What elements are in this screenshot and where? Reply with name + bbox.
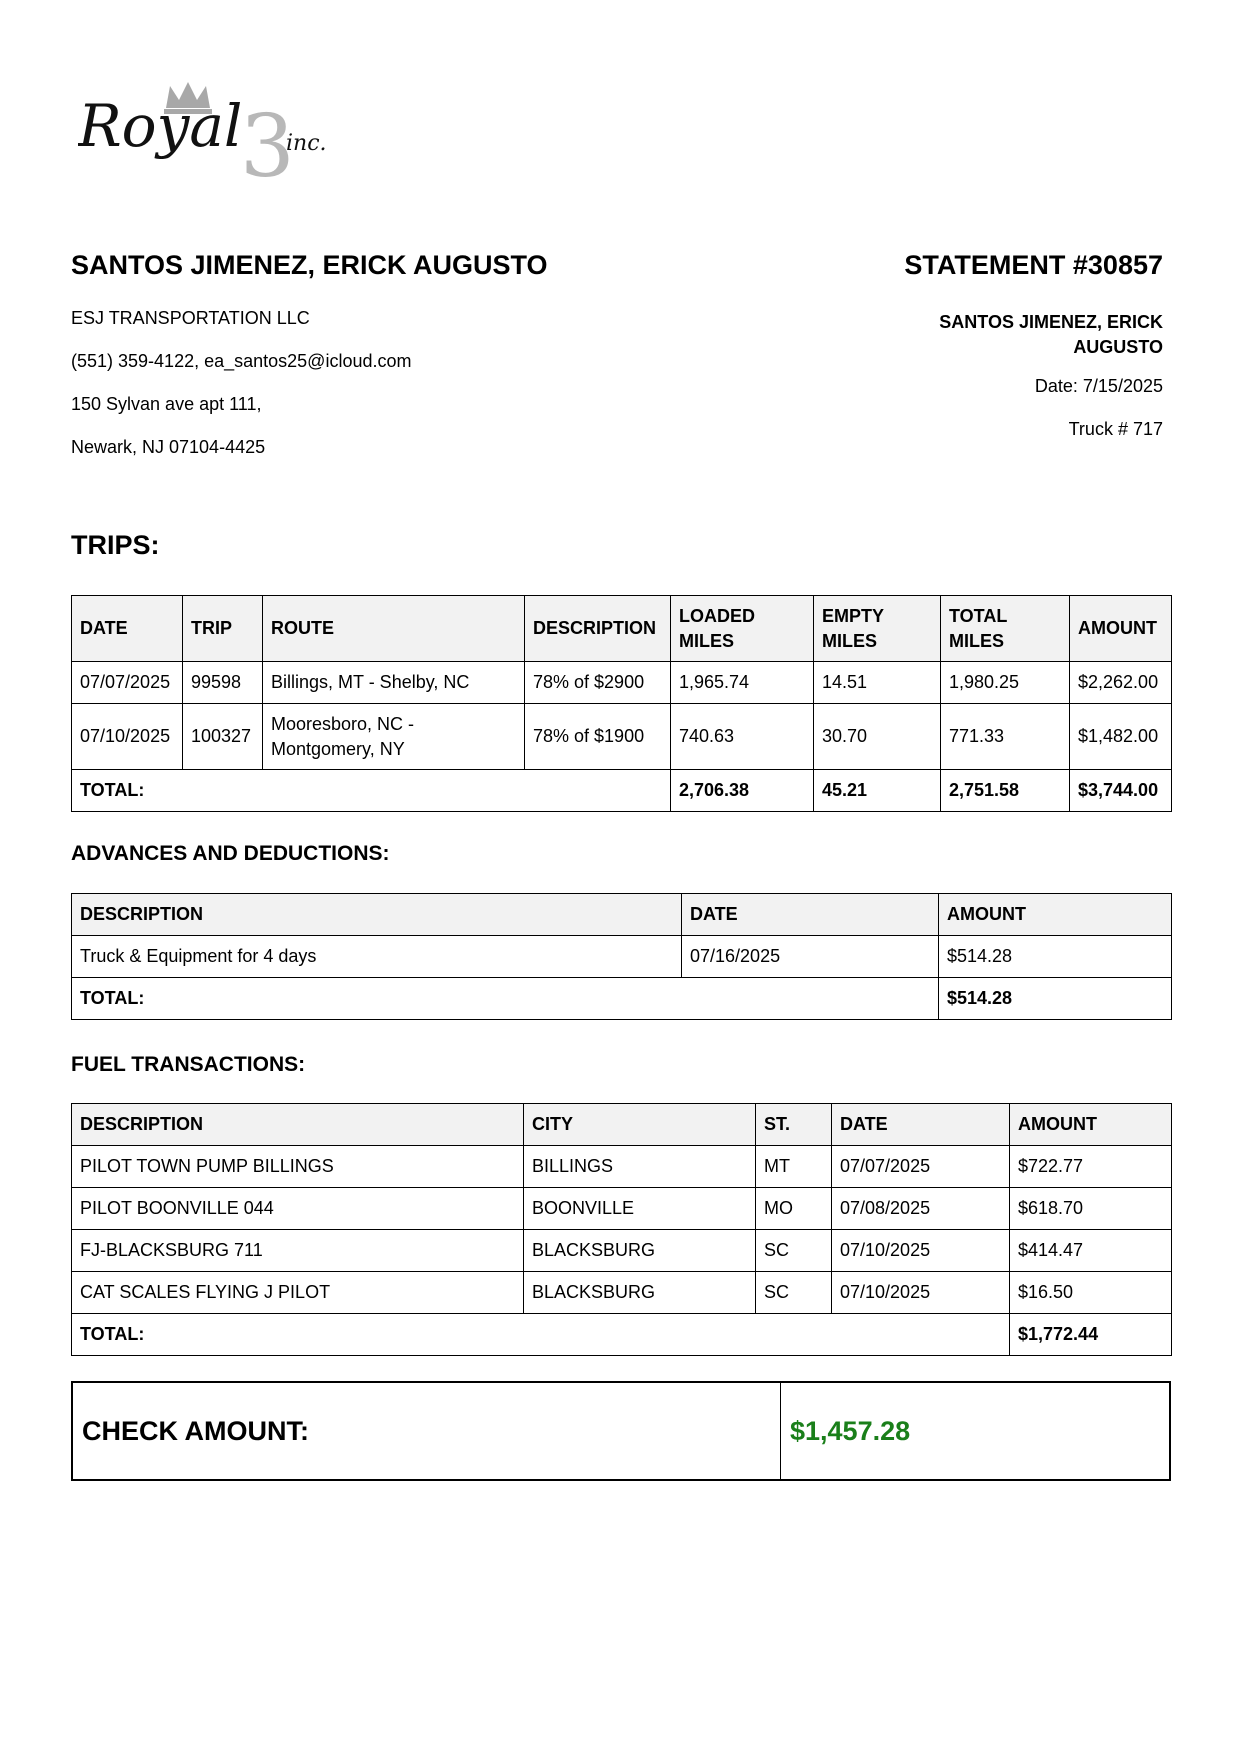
col-amount: AMOUNT	[1010, 1104, 1172, 1146]
check-amount-value: $1,457.28	[790, 1415, 911, 1446]
fuel-amount: $722.77	[1010, 1146, 1172, 1188]
advances-total-row	[72, 978, 1172, 1020]
advances-table	[71, 893, 1172, 1020]
table-row	[72, 1230, 1172, 1272]
col-description: DESCRIPTION	[525, 596, 671, 662]
right-driver-name: SANTOS JIMENEZ, ERICK AUGUSTO	[939, 312, 1163, 357]
fuel-description: CAT SCALES FLYING J PILOT	[72, 1272, 524, 1314]
table-row	[72, 1146, 1172, 1188]
company-name: ESJ TRANSPORTATION LLC	[71, 308, 310, 328]
table-row	[72, 704, 1172, 770]
advances-total-label: TOTAL:	[72, 978, 939, 1020]
trip-total: 1,980.25	[941, 662, 1070, 704]
col-city: CITY	[524, 1104, 756, 1146]
fuel-state: MO	[756, 1188, 832, 1230]
statement-date: Date: 7/15/2025	[1034, 376, 1163, 396]
trip-number: 99598	[183, 662, 263, 704]
table-row	[72, 936, 1172, 978]
trip-description: 78% of $1900	[525, 704, 671, 770]
col-trip: TRIP	[183, 596, 263, 662]
trip-route: Billings, MT - Shelby, NC	[263, 662, 525, 704]
fuel-title: FUEL TRANSACTIONS:	[71, 1053, 306, 1076]
col-amount: AMOUNT	[939, 894, 1172, 936]
address-line-2: Newark, NJ 07104-4425	[71, 437, 266, 457]
trips-table	[71, 595, 1172, 812]
fuel-description: PILOT BOONVILLE 044	[72, 1188, 524, 1230]
logo-numeral: 3	[240, 97, 295, 188]
driver-name: SANTOS JIMENEZ, ERICK AUGUSTO	[71, 250, 548, 280]
fuel-date: 07/08/2025	[832, 1188, 1010, 1230]
fuel-amount: $414.47	[1010, 1230, 1172, 1272]
trip-date: 07/07/2025	[72, 662, 183, 704]
contact-info: (551) 359-4122, ea_santos25@icloud.com	[71, 351, 412, 371]
trip-route: Mooresboro, NC - Montgomery, NY	[263, 704, 525, 770]
col-date: DATE	[72, 596, 183, 662]
trip-loaded: 1,965.74	[671, 662, 814, 704]
check-amount-box	[71, 1381, 1171, 1481]
advance-description: Truck & Equipment for 4 days	[72, 936, 682, 978]
trips-title: TRIPS:	[71, 530, 160, 560]
trip-loaded: 740.63	[671, 704, 814, 770]
fuel-total-row	[72, 1314, 1172, 1356]
fuel-city: BOONVILLE	[524, 1188, 756, 1230]
logo-suffix: inc.	[286, 131, 327, 156]
table-row	[72, 1272, 1172, 1314]
advance-date: 07/16/2025	[682, 936, 939, 978]
col-amount: AMOUNT	[1070, 596, 1172, 662]
truck-number: Truck # 717	[1068, 419, 1163, 439]
fuel-table	[71, 1103, 1172, 1356]
fuel-description: FJ-BLACKSBURG 711	[72, 1230, 524, 1272]
col-empty-miles: EMPTY MILES	[814, 596, 941, 662]
company-logo	[78, 78, 378, 188]
advances-total-amount: $514.28	[939, 978, 1172, 1020]
trips-total-loaded: 2,706.38	[671, 770, 814, 812]
fuel-total-amount: $1,772.44	[1010, 1314, 1172, 1356]
fuel-date: 07/07/2025	[832, 1146, 1010, 1188]
trip-amount: $1,482.00	[1070, 704, 1172, 770]
fuel-amount: $618.70	[1010, 1188, 1172, 1230]
fuel-total-label: TOTAL:	[72, 1314, 1010, 1356]
col-date: DATE	[832, 1104, 1010, 1146]
fuel-description: PILOT TOWN PUMP BILLINGS	[72, 1146, 524, 1188]
fuel-city: BLACKSBURG	[524, 1230, 756, 1272]
fuel-date: 07/10/2025	[832, 1272, 1010, 1314]
trip-description: 78% of $2900	[525, 662, 671, 704]
logo-wordmark: Royal	[78, 92, 243, 160]
trip-amount: $2,262.00	[1070, 662, 1172, 704]
trip-empty: 30.70	[814, 704, 941, 770]
fuel-city: BILLINGS	[524, 1146, 756, 1188]
fuel-state: MT	[756, 1146, 832, 1188]
trips-total-label: TOTAL:	[72, 770, 671, 812]
fuel-date: 07/10/2025	[832, 1230, 1010, 1272]
table-row	[72, 662, 1172, 704]
trips-total-miles: 2,751.58	[941, 770, 1070, 812]
trip-date: 07/10/2025	[72, 704, 183, 770]
trip-number: 100327	[183, 704, 263, 770]
address-line-1: 150 Sylvan ave apt 111,	[71, 394, 262, 414]
trips-total-row	[72, 770, 1172, 812]
fuel-state: SC	[756, 1230, 832, 1272]
col-description: DESCRIPTION	[72, 1104, 524, 1146]
fuel-amount: $16.50	[1010, 1272, 1172, 1314]
advances-title: ADVANCES AND DEDUCTIONS:	[71, 842, 390, 865]
col-loaded-miles: LOADED MILES	[671, 596, 814, 662]
col-total-miles: TOTAL MILES	[941, 596, 1070, 662]
trip-total: 771.33	[941, 704, 1070, 770]
trips-total-amount: $3,744.00	[1070, 770, 1172, 812]
statement-number: STATEMENT #30857	[904, 250, 1163, 280]
trips-header-row	[72, 596, 1172, 662]
trip-empty: 14.51	[814, 662, 941, 704]
table-row	[72, 1188, 1172, 1230]
check-amount-label: CHECK AMOUNT:	[73, 1383, 781, 1479]
col-route: ROUTE	[263, 596, 525, 662]
advance-amount: $514.28	[939, 936, 1172, 978]
col-date: DATE	[682, 894, 939, 936]
fuel-city: BLACKSBURG	[524, 1272, 756, 1314]
trips-total-empty: 45.21	[814, 770, 941, 812]
advances-header-row	[72, 894, 1172, 936]
fuel-header-row	[72, 1104, 1172, 1146]
col-description: DESCRIPTION	[72, 894, 682, 936]
fuel-state: SC	[756, 1272, 832, 1314]
col-state: ST.	[756, 1104, 832, 1146]
